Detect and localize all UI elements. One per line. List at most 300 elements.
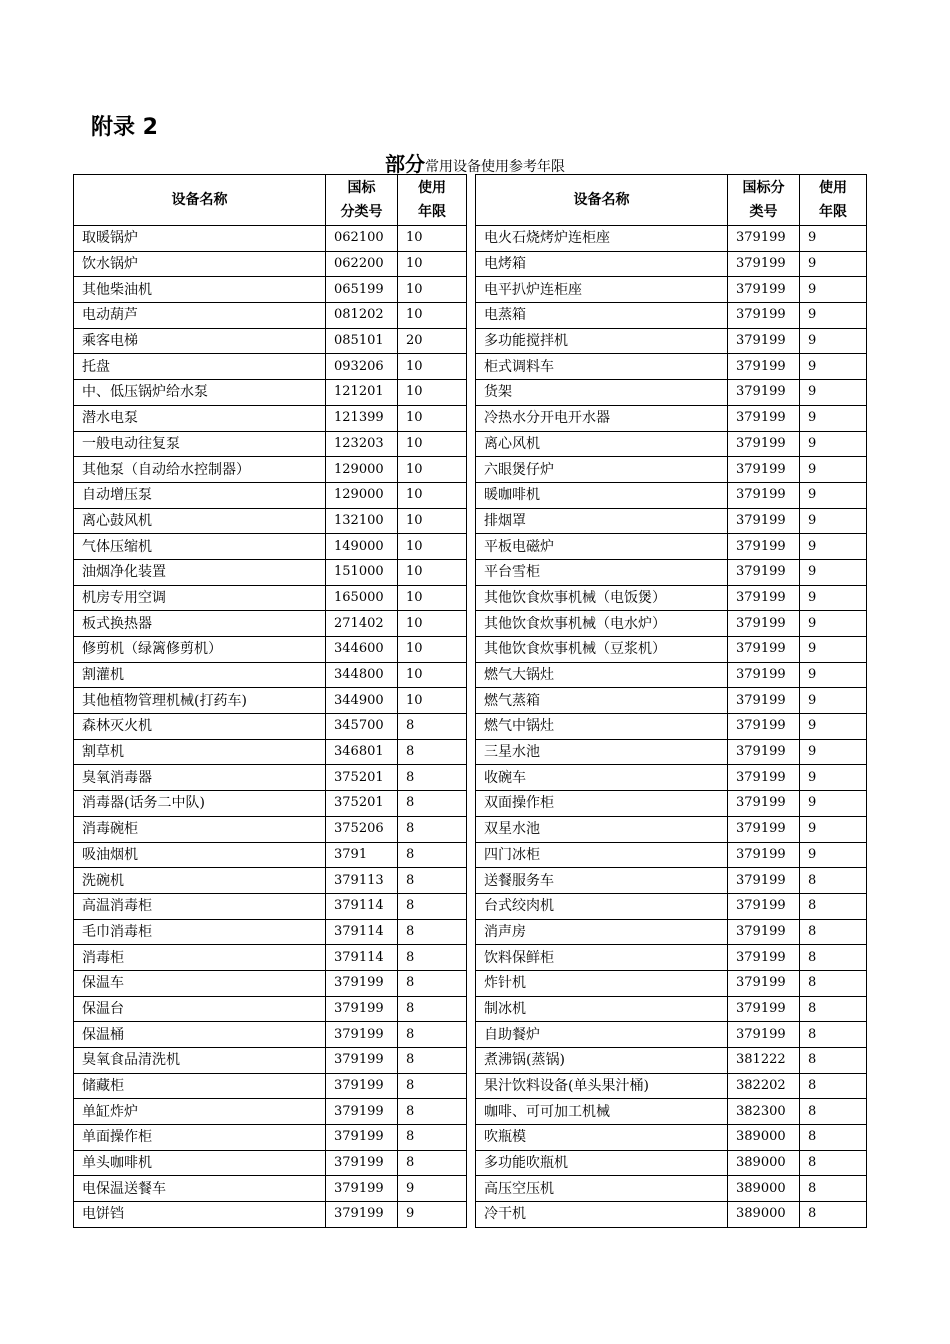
category-code-cell: 379199 xyxy=(728,868,800,894)
service-years-cell: 9 xyxy=(800,508,867,534)
equipment-name-cell: 割灌机 xyxy=(74,662,326,688)
equipment-name-cell: 离心风机 xyxy=(476,431,728,457)
equipment-name-cell: 其他柴油机 xyxy=(74,277,326,303)
category-code-cell: 379199 xyxy=(728,354,800,380)
service-years-cell: 10 xyxy=(398,354,467,380)
service-years-cell: 8 xyxy=(800,1073,867,1099)
category-code-cell: 389000 xyxy=(728,1176,800,1202)
table-row xyxy=(74,328,467,354)
service-years-cell: 8 xyxy=(800,970,867,996)
header-equipment-name: 设备名称 xyxy=(476,175,728,226)
table-row xyxy=(476,251,867,277)
table-row xyxy=(74,919,467,945)
service-years-cell: 9 xyxy=(800,559,867,585)
equipment-name-cell: 燃气蒸箱 xyxy=(476,688,728,714)
equipment-name-cell: 吸油烟机 xyxy=(74,842,326,868)
equipment-name-cell: 平板电磁炉 xyxy=(476,534,728,560)
service-years-cell: 8 xyxy=(398,765,467,791)
equipment-name-cell: 电烤箱 xyxy=(476,251,728,277)
equipment-name-cell: 自动增压泵 xyxy=(74,482,326,508)
equipment-name-cell: 电保温送餐车 xyxy=(74,1176,326,1202)
service-years-cell: 8 xyxy=(398,816,467,842)
service-years-cell: 9 xyxy=(800,405,867,431)
table-row xyxy=(74,1202,467,1228)
equipment-name-cell: 其他泵（自动给水控制器） xyxy=(74,457,326,483)
table-row xyxy=(74,842,467,868)
service-years-cell: 10 xyxy=(398,637,467,663)
equipment-name-cell: 离心鼓风机 xyxy=(74,508,326,534)
table-row xyxy=(476,1073,867,1099)
service-years-cell: 9 xyxy=(800,714,867,740)
page-title xyxy=(0,148,950,177)
table-row xyxy=(476,611,867,637)
service-years-cell: 10 xyxy=(398,534,467,560)
service-years-cell: 10 xyxy=(398,405,467,431)
equipment-table-right xyxy=(475,174,867,1228)
service-years-cell: 8 xyxy=(800,919,867,945)
service-years-cell: 9 xyxy=(800,791,867,817)
table-row xyxy=(476,637,867,663)
table-row xyxy=(74,380,467,406)
table-row xyxy=(74,816,467,842)
equipment-name-cell: 气体压缩机 xyxy=(74,534,326,560)
table-row xyxy=(74,945,467,971)
service-years-cell: 8 xyxy=(800,1150,867,1176)
table-row xyxy=(476,893,867,919)
table-row xyxy=(476,508,867,534)
service-years-cell: 9 xyxy=(800,354,867,380)
service-years-cell: 9 xyxy=(800,739,867,765)
service-years-cell: 9 xyxy=(800,251,867,277)
category-code-cell: 375201 xyxy=(326,791,398,817)
table-row xyxy=(476,868,867,894)
service-years-cell: 8 xyxy=(800,1099,867,1125)
equipment-name-cell: 咖啡、可可加工机械 xyxy=(476,1099,728,1125)
category-code-cell: 346801 xyxy=(326,739,398,765)
category-code-cell: 379199 xyxy=(326,1073,398,1099)
equipment-name-cell: 高压空压机 xyxy=(476,1176,728,1202)
category-code-cell: 121399 xyxy=(326,405,398,431)
service-years-cell: 8 xyxy=(800,1022,867,1048)
equipment-name-cell: 托盘 xyxy=(74,354,326,380)
table-row xyxy=(74,688,467,714)
header-line: 年限 xyxy=(819,204,847,220)
table-row xyxy=(476,842,867,868)
table-row xyxy=(476,354,867,380)
header-category-code xyxy=(326,175,398,226)
service-years-cell: 10 xyxy=(398,508,467,534)
service-years-cell: 8 xyxy=(398,1125,467,1151)
service-years-cell: 10 xyxy=(398,688,467,714)
header-category-code xyxy=(728,175,800,226)
equipment-name-cell: 其他饮食炊事机械（电水炉） xyxy=(476,611,728,637)
category-code-cell: 379199 xyxy=(728,765,800,791)
service-years-cell: 9 xyxy=(800,277,867,303)
category-code-cell: 344900 xyxy=(326,688,398,714)
category-code-cell: 379199 xyxy=(728,405,800,431)
category-code-cell: 379199 xyxy=(326,1022,398,1048)
category-code-cell: 379199 xyxy=(728,251,800,277)
table-row xyxy=(74,226,467,252)
equipment-name-cell: 消毒器(话务二中队) xyxy=(74,791,326,817)
service-years-cell: 8 xyxy=(398,970,467,996)
table-row xyxy=(74,534,467,560)
category-code-cell: 379199 xyxy=(728,970,800,996)
table-row xyxy=(74,1099,467,1125)
equipment-name-cell: 自助餐炉 xyxy=(476,1022,728,1048)
category-code-cell: 379199 xyxy=(728,457,800,483)
table-row xyxy=(476,328,867,354)
service-years-cell: 9 xyxy=(800,303,867,329)
equipment-name-cell: 储藏柜 xyxy=(74,1073,326,1099)
service-years-cell: 9 xyxy=(800,226,867,252)
category-code-cell: 379199 xyxy=(326,996,398,1022)
category-code-cell: 379199 xyxy=(728,637,800,663)
table-row xyxy=(476,559,867,585)
equipment-name-cell: 单面操作柜 xyxy=(74,1125,326,1151)
category-code-cell: 062100 xyxy=(326,226,398,252)
equipment-name-cell: 电动葫芦 xyxy=(74,303,326,329)
service-years-cell: 9 xyxy=(800,431,867,457)
service-years-cell: 8 xyxy=(800,893,867,919)
equipment-name-cell: 板式换热器 xyxy=(74,611,326,637)
equipment-name-cell: 货架 xyxy=(476,380,728,406)
equipment-name-cell: 电饼铛 xyxy=(74,1202,326,1228)
equipment-name-cell: 一般电动往复泵 xyxy=(74,431,326,457)
table-row xyxy=(74,611,467,637)
equipment-name-cell: 割草机 xyxy=(74,739,326,765)
table-row xyxy=(74,1048,467,1074)
category-code-cell: 379199 xyxy=(728,945,800,971)
table-row xyxy=(476,662,867,688)
service-years-cell: 9 xyxy=(398,1202,467,1228)
equipment-name-cell: 多功能吹瓶机 xyxy=(476,1150,728,1176)
category-code-cell: 149000 xyxy=(326,534,398,560)
service-years-cell: 10 xyxy=(398,251,467,277)
table-row xyxy=(74,277,467,303)
equipment-name-cell: 修剪机（绿篱修剪机） xyxy=(74,637,326,663)
service-years-cell: 9 xyxy=(800,585,867,611)
category-code-cell: 151000 xyxy=(326,559,398,585)
service-years-cell: 9 xyxy=(398,1176,467,1202)
category-code-cell: 379199 xyxy=(728,1022,800,1048)
header-line: 国标分 xyxy=(742,180,785,196)
table-row xyxy=(476,1022,867,1048)
service-years-cell: 9 xyxy=(800,534,867,560)
equipment-name-cell: 排烟罩 xyxy=(476,508,728,534)
service-years-cell: 9 xyxy=(800,765,867,791)
service-years-cell: 10 xyxy=(398,303,467,329)
table-row xyxy=(74,508,467,534)
service-years-cell: 8 xyxy=(800,1176,867,1202)
equipment-name-cell: 四门冰柜 xyxy=(476,842,728,868)
table-row xyxy=(74,1073,467,1099)
equipment-name-cell: 暖咖啡机 xyxy=(476,482,728,508)
equipment-name-cell: 乘客电梯 xyxy=(74,328,326,354)
equipment-name-cell: 收碗车 xyxy=(476,765,728,791)
service-years-cell: 8 xyxy=(800,1125,867,1151)
equipment-name-cell: 燃气大锅灶 xyxy=(476,662,728,688)
table-row xyxy=(74,482,467,508)
header-equipment-name: 设备名称 xyxy=(74,175,326,226)
equipment-name-cell: 平台雪柜 xyxy=(476,559,728,585)
service-years-cell: 9 xyxy=(800,816,867,842)
header-line: 年限 xyxy=(418,204,446,220)
category-code-cell: 379199 xyxy=(728,688,800,714)
table-row xyxy=(74,893,467,919)
category-code-cell: 379199 xyxy=(326,1150,398,1176)
table-row xyxy=(476,1125,867,1151)
service-years-cell: 9 xyxy=(800,842,867,868)
table-row xyxy=(476,405,867,431)
category-code-cell: 379114 xyxy=(326,893,398,919)
equipment-name-cell: 煮沸锅(蒸锅) xyxy=(476,1048,728,1074)
table-row xyxy=(74,303,467,329)
category-code-cell: 389000 xyxy=(728,1202,800,1228)
equipment-name-cell: 取暖锅炉 xyxy=(74,226,326,252)
header-line: 国标 xyxy=(347,180,376,196)
table-header-row xyxy=(74,175,467,226)
table-row xyxy=(476,945,867,971)
service-years-cell: 8 xyxy=(398,1048,467,1074)
category-code-cell: 379199 xyxy=(326,1202,398,1228)
category-code-cell: 379199 xyxy=(326,970,398,996)
category-code-cell: 379199 xyxy=(728,380,800,406)
service-years-cell: 9 xyxy=(800,662,867,688)
table-row xyxy=(476,919,867,945)
equipment-name-cell: 消毒柜 xyxy=(74,945,326,971)
equipment-name-cell: 保温台 xyxy=(74,996,326,1022)
table-row xyxy=(74,868,467,894)
service-years-cell: 8 xyxy=(398,996,467,1022)
service-years-cell: 8 xyxy=(398,945,467,971)
table-row xyxy=(476,226,867,252)
table-row xyxy=(476,482,867,508)
table-row xyxy=(74,739,467,765)
service-years-cell: 10 xyxy=(398,277,467,303)
category-code-cell: 379113 xyxy=(326,868,398,894)
table-row xyxy=(74,1022,467,1048)
service-years-cell: 9 xyxy=(800,637,867,663)
service-years-cell: 10 xyxy=(398,559,467,585)
service-years-cell: 8 xyxy=(398,919,467,945)
service-years-cell: 10 xyxy=(398,457,467,483)
category-code-cell: 379199 xyxy=(728,816,800,842)
category-code-cell: 379114 xyxy=(326,919,398,945)
service-years-cell: 9 xyxy=(800,611,867,637)
table-row xyxy=(476,1048,867,1074)
table-row xyxy=(74,354,467,380)
table-row xyxy=(476,457,867,483)
table-row xyxy=(476,277,867,303)
table-row xyxy=(476,585,867,611)
service-years-cell: 8 xyxy=(800,1048,867,1074)
equipment-name-cell: 保温桶 xyxy=(74,1022,326,1048)
category-code-cell: 379199 xyxy=(728,328,800,354)
category-code-cell: 062200 xyxy=(326,251,398,277)
table-row xyxy=(74,1150,467,1176)
table-row xyxy=(74,1125,467,1151)
category-code-cell: 271402 xyxy=(326,611,398,637)
equipment-name-cell: 油烟净化装置 xyxy=(74,559,326,585)
equipment-name-cell: 台式绞肉机 xyxy=(476,893,728,919)
equipment-name-cell: 双星水池 xyxy=(476,816,728,842)
table-row xyxy=(476,765,867,791)
category-code-cell: 165000 xyxy=(326,585,398,611)
service-years-cell: 9 xyxy=(800,328,867,354)
equipment-name-cell: 保温车 xyxy=(74,970,326,996)
category-code-cell: 375201 xyxy=(326,765,398,791)
equipment-name-cell: 单缸炸炉 xyxy=(74,1099,326,1125)
category-code-cell: 345700 xyxy=(326,714,398,740)
category-code-cell: 129000 xyxy=(326,457,398,483)
service-years-cell: 8 xyxy=(800,945,867,971)
category-code-cell: 379114 xyxy=(326,945,398,971)
category-code-cell: 375206 xyxy=(326,816,398,842)
category-code-cell: 389000 xyxy=(728,1125,800,1151)
service-years-cell: 10 xyxy=(398,585,467,611)
header-line: 使用 xyxy=(819,180,847,196)
service-years-cell: 9 xyxy=(800,482,867,508)
service-years-cell: 10 xyxy=(398,611,467,637)
table-row xyxy=(476,534,867,560)
header-line: 使用 xyxy=(418,180,446,196)
equipment-name-cell: 消声房 xyxy=(476,919,728,945)
equipment-name-cell: 冷干机 xyxy=(476,1202,728,1228)
header-service-years xyxy=(800,175,867,226)
service-years-cell: 10 xyxy=(398,431,467,457)
table-row xyxy=(74,559,467,585)
title-rest-part: 常用设备使用参考年限 xyxy=(425,159,565,175)
table-row xyxy=(74,791,467,817)
table-row xyxy=(476,1176,867,1202)
equipment-name-cell: 森林灭火机 xyxy=(74,714,326,740)
category-code-cell: 379199 xyxy=(728,611,800,637)
category-code-cell: 065199 xyxy=(326,277,398,303)
table-row xyxy=(74,970,467,996)
equipment-name-cell: 洗碗机 xyxy=(74,868,326,894)
table-row xyxy=(74,714,467,740)
category-code-cell: 379199 xyxy=(728,662,800,688)
equipment-name-cell: 送餐服务车 xyxy=(476,868,728,894)
table-row xyxy=(476,1202,867,1228)
service-years-cell: 10 xyxy=(398,380,467,406)
equipment-name-cell: 饮料保鲜柜 xyxy=(476,945,728,971)
service-years-cell: 8 xyxy=(800,996,867,1022)
equipment-name-cell: 单头咖啡机 xyxy=(74,1150,326,1176)
category-code-cell: 381222 xyxy=(728,1048,800,1074)
service-years-cell: 8 xyxy=(398,868,467,894)
table-row xyxy=(74,405,467,431)
equipment-name-cell: 吹瓶模 xyxy=(476,1125,728,1151)
service-years-cell: 8 xyxy=(398,1150,467,1176)
table-row xyxy=(74,662,467,688)
service-years-cell: 8 xyxy=(398,739,467,765)
table-row xyxy=(74,251,467,277)
category-code-cell: 085101 xyxy=(326,328,398,354)
equipment-name-cell: 燃气中锅灶 xyxy=(476,714,728,740)
category-code-cell: 379199 xyxy=(326,1099,398,1125)
service-years-cell: 8 xyxy=(398,714,467,740)
service-years-cell: 9 xyxy=(800,457,867,483)
table-row xyxy=(476,688,867,714)
equipment-name-cell: 其他植物管理机械(打药车) xyxy=(74,688,326,714)
category-code-cell: 132100 xyxy=(326,508,398,534)
table-row xyxy=(74,765,467,791)
category-code-cell: 379199 xyxy=(728,482,800,508)
service-years-cell: 8 xyxy=(800,1202,867,1228)
equipment-table-left xyxy=(73,174,467,1228)
equipment-name-cell: 电平扒炉连柜座 xyxy=(476,277,728,303)
category-code-cell: 379199 xyxy=(728,431,800,457)
service-years-cell: 20 xyxy=(398,328,467,354)
category-code-cell: 382300 xyxy=(728,1099,800,1125)
service-years-cell: 10 xyxy=(398,226,467,252)
table-row xyxy=(476,431,867,457)
equipment-name-cell: 饮水锅炉 xyxy=(74,251,326,277)
category-code-cell: 379199 xyxy=(326,1048,398,1074)
table-row xyxy=(476,1099,867,1125)
table-row xyxy=(74,1176,467,1202)
table-row xyxy=(476,739,867,765)
service-years-cell: 10 xyxy=(398,662,467,688)
table-row xyxy=(476,791,867,817)
category-code-cell: 379199 xyxy=(728,919,800,945)
service-years-cell: 10 xyxy=(398,482,467,508)
category-code-cell: 382202 xyxy=(728,1073,800,1099)
category-code-cell: 379199 xyxy=(326,1125,398,1151)
equipment-name-cell: 机房专用空调 xyxy=(74,585,326,611)
service-years-cell: 8 xyxy=(398,893,467,919)
category-code-cell: 379199 xyxy=(728,714,800,740)
category-code-cell: 379199 xyxy=(728,226,800,252)
category-code-cell: 3791 xyxy=(326,842,398,868)
category-code-cell: 379199 xyxy=(728,508,800,534)
table-row xyxy=(74,431,467,457)
service-years-cell: 8 xyxy=(398,1099,467,1125)
category-code-cell: 379199 xyxy=(728,842,800,868)
category-code-cell: 379199 xyxy=(728,277,800,303)
equipment-name-cell: 消毒碗柜 xyxy=(74,816,326,842)
equipment-name-cell: 其他饮食炊事机械（电饭煲） xyxy=(476,585,728,611)
table-row xyxy=(476,380,867,406)
category-code-cell: 379199 xyxy=(728,303,800,329)
service-years-cell: 8 xyxy=(800,868,867,894)
category-code-cell: 123203 xyxy=(326,431,398,457)
equipment-name-cell: 潜水电泵 xyxy=(74,405,326,431)
header-line: 类号 xyxy=(749,204,778,220)
equipment-name-cell: 制冰机 xyxy=(476,996,728,1022)
equipment-name-cell: 臭氧消毒器 xyxy=(74,765,326,791)
equipment-name-cell: 高温消毒柜 xyxy=(74,893,326,919)
header-service-years xyxy=(398,175,467,226)
category-code-cell: 093206 xyxy=(326,354,398,380)
equipment-name-cell: 六眼煲仔炉 xyxy=(476,457,728,483)
equipment-name-cell: 炸针机 xyxy=(476,970,728,996)
table-row xyxy=(476,970,867,996)
service-years-cell: 8 xyxy=(398,1073,467,1099)
table-row xyxy=(74,457,467,483)
category-code-cell: 379199 xyxy=(728,534,800,560)
equipment-name-cell: 双面操作柜 xyxy=(476,791,728,817)
equipment-name-cell: 中、低压锅炉给水泵 xyxy=(74,380,326,406)
header-line: 分类号 xyxy=(340,204,383,220)
service-years-cell: 9 xyxy=(800,688,867,714)
category-code-cell: 389000 xyxy=(728,1150,800,1176)
table-row xyxy=(74,996,467,1022)
table-header-row xyxy=(476,175,867,226)
table-row xyxy=(74,637,467,663)
